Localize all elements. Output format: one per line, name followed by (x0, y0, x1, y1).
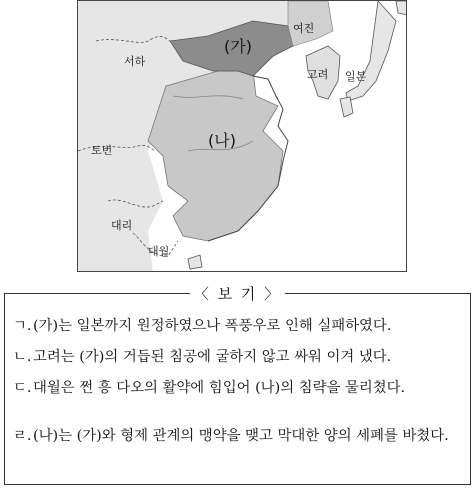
bogi-item-ra (13, 425, 462, 448)
label-ilbon: 일본 (345, 70, 367, 83)
bogi-item-ga (13, 315, 462, 338)
bogi-title: 〈 보 기 〉 (190, 285, 285, 303)
item-marker: ㄹ. (13, 428, 32, 444)
hainan-island (188, 255, 202, 269)
label-goryeo: 고려 (307, 68, 329, 81)
label-yeojin: 여진 (293, 22, 315, 35)
bogi-item-da (13, 377, 462, 400)
label-tobeon: 토번 (91, 144, 113, 157)
region-hokkaido (396, 1, 407, 15)
label-daewol: 대월 (148, 245, 170, 258)
historical-map (77, 0, 407, 272)
bogi-box (4, 285, 471, 485)
label-na: (나) (208, 131, 236, 150)
label-ga: (가) (224, 37, 252, 56)
item-text: (나)는 (가)와 형제 관계의 맹약을 맺고 막대한 양의 세폐를 바쳤다. (33, 428, 449, 444)
label-seoha: 서하 (124, 55, 146, 68)
item-text: 고려는 (가)의 거듭된 침공에 굴하지 않고 싸워 이겨 냈다. (33, 349, 392, 365)
bogi-item-na (13, 346, 462, 369)
label-daeri: 대리 (111, 219, 133, 232)
region-japan (346, 1, 396, 101)
region-na (148, 71, 283, 241)
item-marker: ㄷ. (13, 380, 32, 396)
item-text: 대월은 쩐 흥 다오의 활약에 힘입어 (나)의 침략을 물리쳤다. (33, 380, 406, 396)
item-text: (가)는 일본까지 원정하였으나 폭풍우로 인해 실패하였다. (33, 318, 392, 334)
item-marker: ㄴ. (13, 349, 32, 365)
item-marker: ㄱ. (13, 318, 32, 334)
